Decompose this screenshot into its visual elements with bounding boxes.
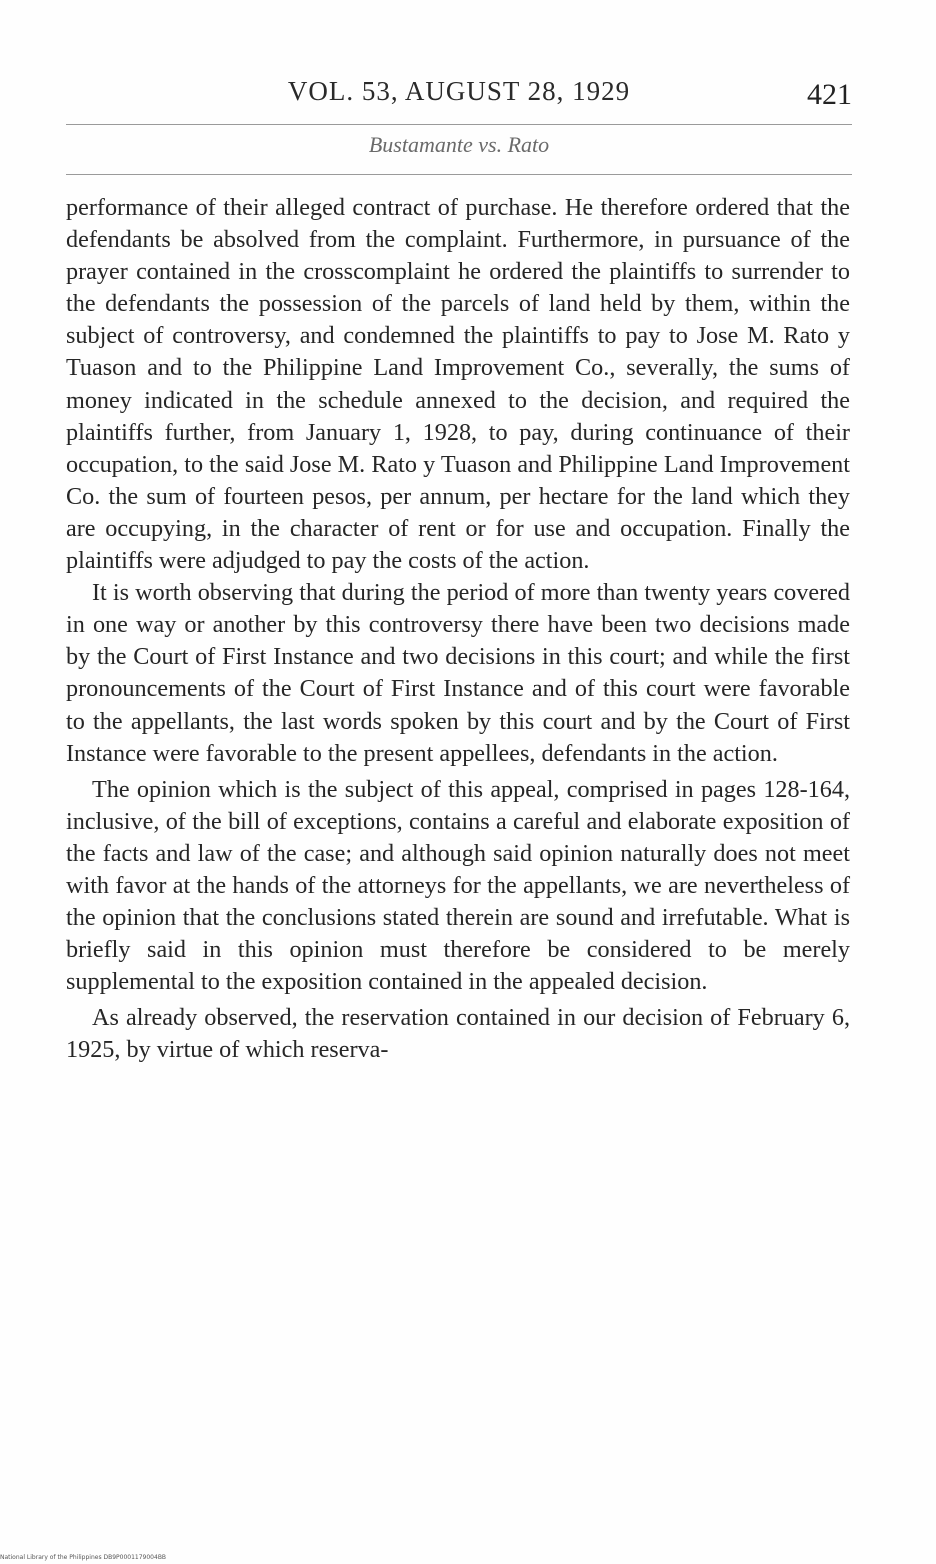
paragraph-continuation: performance of their alleged contract of purchase. He therefore ordered that the defendants be absolved from the complaint. Furthermore, in pursuance of the prayer contained in the crosscomplaint he ordered the plaintiffs to surrender to the defendants the possession of the parcels of land held by them, within the subject of controversy, and condemned the plaintiffs to pay to Jose M. Rato y Tuason and to the Philippine Land Improvement Co., severally, the sums of money indicated in the schedule annexed to the decision, and required the plaintiffs further, from January 1, 1928, to pay, during continuance of their occupation, to the said Jose M. Rato y Tuason and Philippine Land Improvement Co. the sum of fourteen pesos, per annum, per hectare for the land which they are occupying, in the character of rent or for use and occupation. Finally the plaintiffs were adjudged to pay the costs of the action. — [66, 194, 850, 575]
header-rule-bottom — [66, 174, 852, 175]
paragraph-opinion: The opinion which is the subject of this appeal, comprised in pages 128-164, inclusive, of the bill of exceptions, contains a careful and elaborate exposition of the facts and law of the case; and although said opinion naturally does not meet with favor at the hands of the attorneys for the appellants, we are nevertheless of the opinion that the conclusions stated therein are sound and irrefutable. What is briefly said in this opinion must therefore be considered to be merely supplemental to the exposition contained in the appealed decision. — [66, 775, 850, 996]
volume-date-line: VOL. 53, AUGUST 28, 1929 — [287, 76, 631, 106]
paragraph-reservation: As already observed, the reservation contained in our decision of February 6, 1925, by virtue of which reserva- — [66, 1004, 850, 1064]
paragraph-observation: It is worth observing that during the period of more than twenty years covered in one way or another by this controversy there have been two decisions made by the Court of First Instance and two decisions in this court; and while the first pronouncements of the Court of First Instance and of this court were favorable to the appellants, the last words spoken by this court and by the Court of First Instance were favorable to the present appellees, defendants in the action. — [66, 579, 850, 767]
page-number: 421 — [807, 78, 852, 111]
library-footer: National Library of the Philippines DB9P0001179004BB — [0, 1554, 167, 1561]
header-rule-top — [66, 124, 852, 125]
running-head — [66, 76, 852, 116]
body-text — [66, 192, 850, 1067]
case-title: Bustamante vs. Rato — [368, 132, 550, 157]
